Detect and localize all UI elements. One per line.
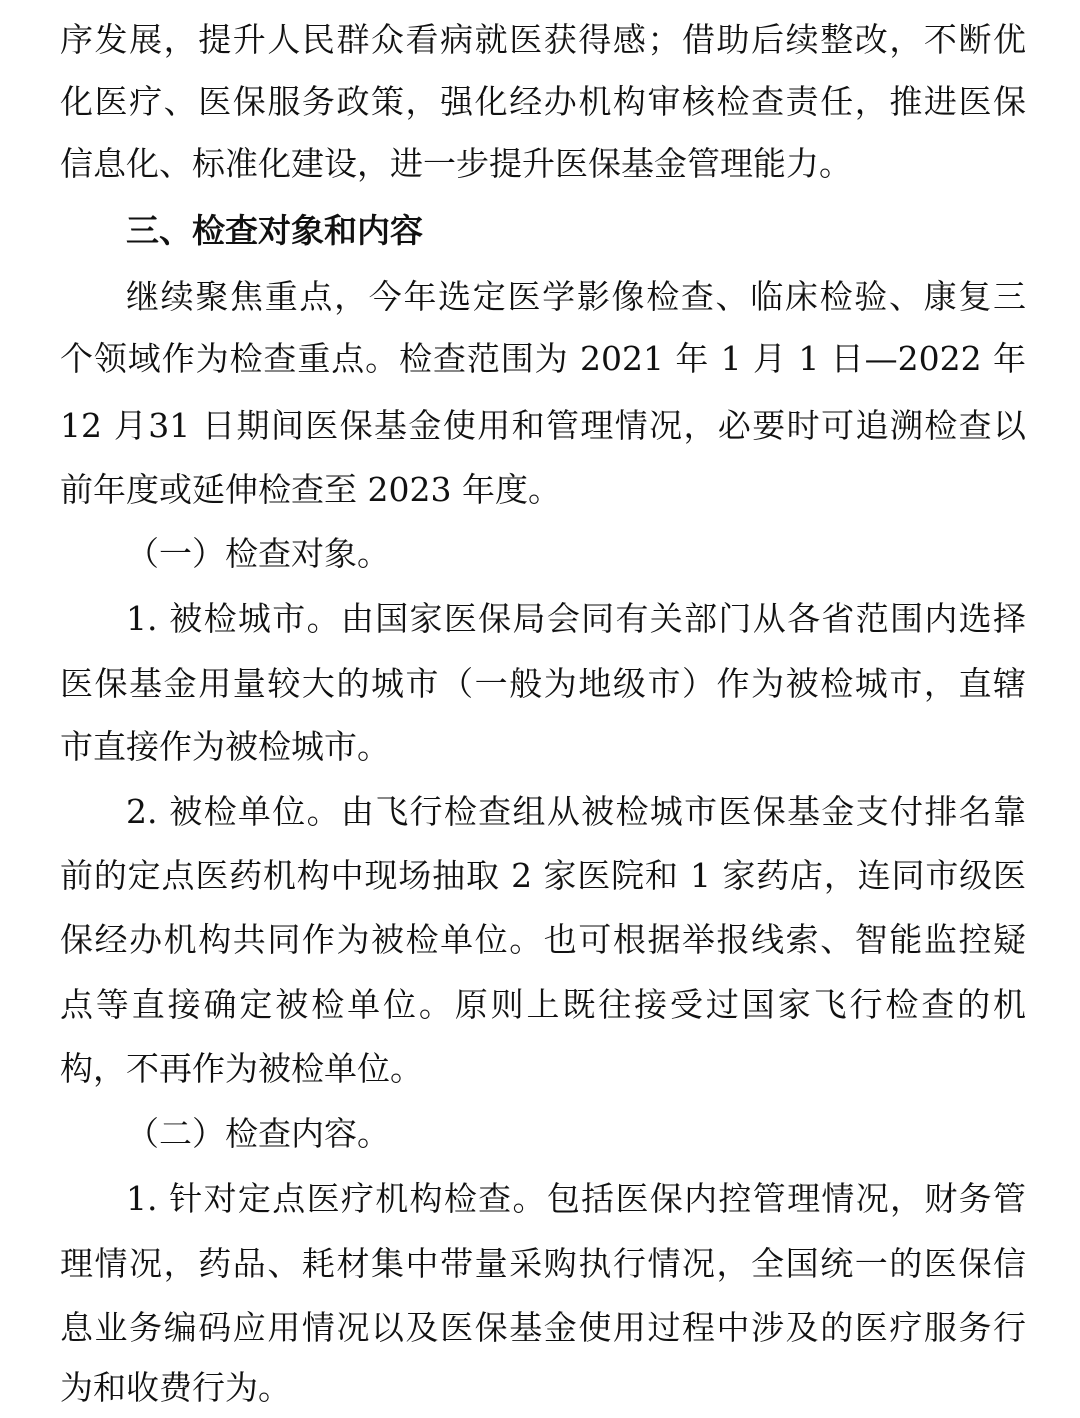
text-line: 前的定点医药机构中现场抽取 2 家医院和 1 家药店，连同市级医 [60,856,1026,895]
subsection-heading: （一）检查对象。 [126,534,390,573]
text-line: 市直接作为被检城市。 [60,727,390,766]
text-line: 12 月31 日期间医保基金使用和管理情况，必要时可追溯检查以 [60,406,1026,445]
text-line: 继续聚焦重点，今年选定医学影像检查、临床检验、康复三 [126,277,1026,316]
section-heading: 三、检查对象和内容 [126,211,423,250]
text-line: 个领域作为检查重点。检查范围为 2021 年 1 月 1 日—2022 年 [60,339,1026,378]
subsection-heading: （二）检查内容。 [126,1114,390,1153]
text-line: 信息化、标准化建设，进一步提升医保基金管理能力。 [60,144,852,183]
text-line: 化医疗、医保服务政策，强化经办机构审核检查责任，推进医保 [60,82,1026,121]
text-line: 前年度或延伸检查至 2023 年度。 [60,470,561,509]
text-line: 为和收费行为。 [60,1368,291,1407]
text-line: 2. 被检单位。由飞行检查组从被检城市医保基金支付排名靠 [126,792,1026,831]
text-line: 息业务编码应用情况以及医保基金使用过程中涉及的医疗服务行 [60,1308,1026,1347]
text-line: 序发展，提升人民群众看病就医获得感；借助后续整改，不断优 [60,20,1026,59]
text-line: 医保基金用量较大的城市（一般为地级市）作为被检城市，直辖 [60,664,1026,703]
text-line: 构，不再作为被检单位。 [60,1049,423,1088]
text-line: 保经办机构共同作为被检单位。也可根据举报线索、智能监控疑 [60,920,1026,959]
text-line: 1. 被检城市。由国家医保局会同有关部门从各省范围内选择 [126,599,1026,638]
text-line: 1. 针对定点医疗机构检查。包括医保内控管理情况，财务管 [126,1179,1026,1218]
text-line: 点等直接确定被检单位。原则上既往接受过国家飞行检查的机 [60,985,1026,1024]
text-line: 理情况，药品、耗材集中带量采购执行情况，全国统一的医保信 [60,1244,1026,1283]
